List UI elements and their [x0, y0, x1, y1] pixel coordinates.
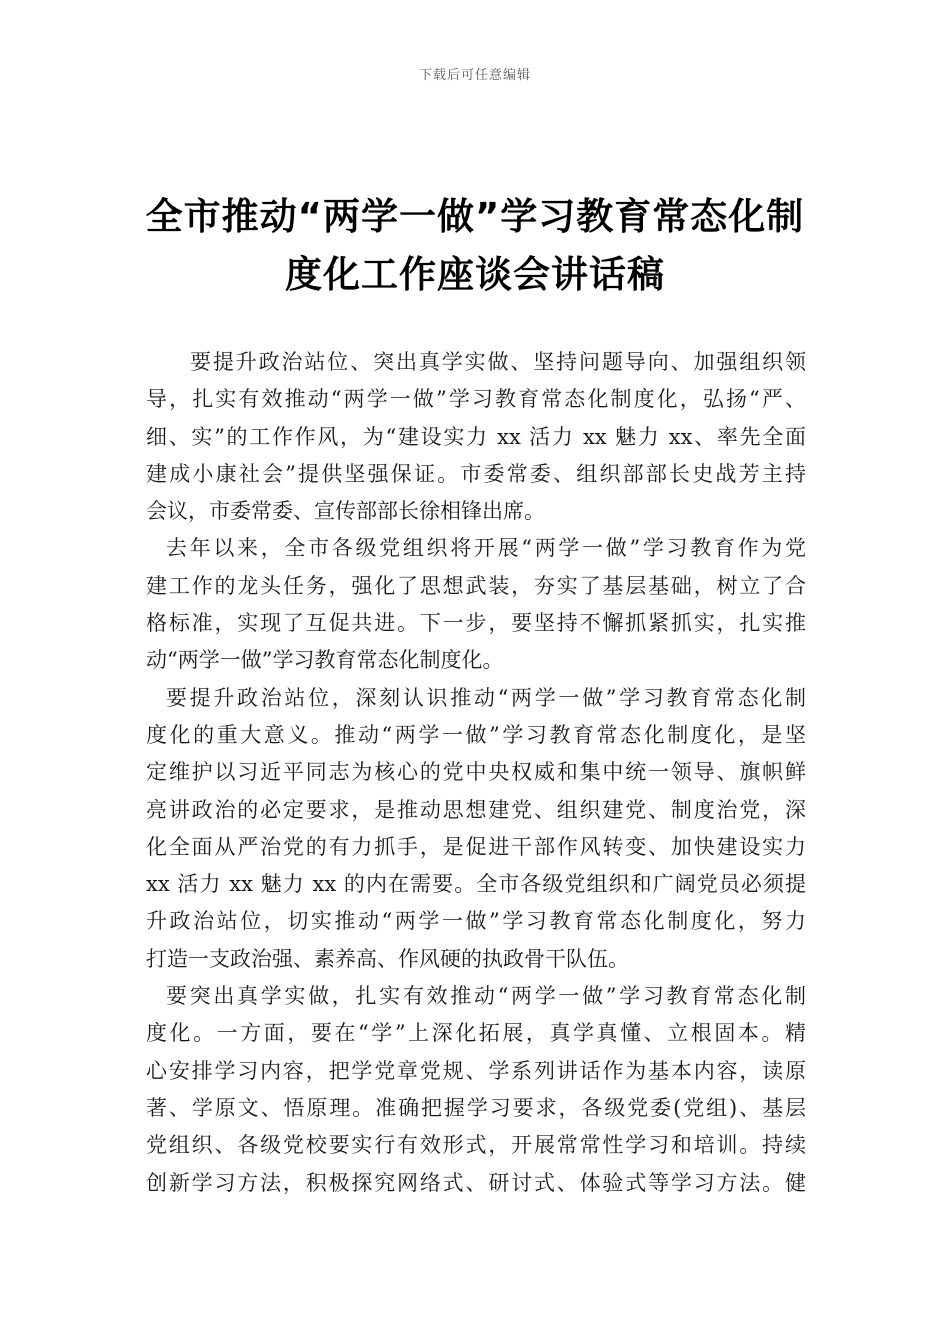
- paragraph-line: 要提升政治站位，深刻认识推动“两学一做”学习教育常态化制: [166, 685, 806, 710]
- document-body: [146, 344, 806, 1202]
- title-line: 度化工作座谈会讲话稿: [285, 253, 665, 296]
- paragraph: [146, 530, 806, 679]
- paragraph-line: 度化的重大意义。推动“两学一做”学习教育常态化制度化，是坚: [146, 722, 806, 747]
- paragraph-line: 党组织、各级党校要实行有效形式，开展常常性学习和培训。持续: [146, 1133, 806, 1158]
- paragraph-line: 建成小康社会”提供坚强保证。市委常委、组织部部长史战芳主持: [146, 461, 806, 486]
- paragraph: [146, 680, 806, 978]
- paragraph-line: 心安排学习内容，把学党章党规、学系列讲话作为基本内容，读原: [146, 1058, 806, 1083]
- paragraph-line: 动“两学一做”学习教育常态化制度化。: [146, 648, 504, 673]
- paragraph: [146, 344, 806, 530]
- paragraph-line: 化全面从严治党的有力抓手，是促进干部作风转变、加快建设实力: [146, 834, 806, 859]
- paragraph-line: 著、学原文、悟原理。准确把握学习要求，各级党委(党组)、基层: [146, 1095, 806, 1120]
- paragraph: [146, 978, 806, 1202]
- paragraph-line: 要提升政治站位、突出真学实做、坚持问题导向、加强组织领: [190, 350, 806, 374]
- paragraph-line: 建工作的龙头任务，强化了思想武装，夯实了基层基础，树立了合: [146, 573, 806, 598]
- paragraph-line: 定维护以习近平同志为核心的党中央权威和集中统一领导、旗帜鲜: [146, 760, 806, 785]
- document-title: [100, 188, 850, 304]
- title-line: 全市推动“两学一做”学习教育常态化制: [145, 195, 805, 238]
- paragraph-line: xx 活力 xx 魅力 xx 的内在需要。全市各级党组织和广阔党员必须提: [146, 872, 806, 897]
- paragraph-line: 去年以来，全市各级党组织将开展“两学一做”学习教育作为党: [166, 536, 806, 561]
- paragraph-line: 格标准，实现了互促共进。下一步，要坚持不懈抓紧抓实，扎实推: [146, 611, 806, 636]
- paragraph-line: 创新学习方法，积极探究网络式、研讨式、体验式等学习方法。健: [146, 1170, 806, 1195]
- paragraph-line: 度化。一方面，要在“学”上深化拓展，真学真懂、立根固本。精: [146, 1021, 806, 1046]
- paragraph-line: 打造一支政治强、素养高、作风硬的执政骨干队伍。: [146, 946, 629, 971]
- paragraph-line: 会议，市委常委、宣传部部长徐相锋出席。: [146, 499, 545, 524]
- header-note: 下载后可任意编辑: [418, 68, 531, 83]
- paragraph-line: 亮讲政治的必定要求，是推动思想建党、组织建党、制度治党，深: [146, 797, 806, 822]
- paragraph-line: 要突出真学实做，扎实有效推动“两学一做”学习教育常态化制: [166, 984, 806, 1009]
- paragraph-line: 升政治站位，切实推动“两学一做”学习教育常态化制度化，努力: [146, 909, 806, 934]
- paragraph-line: 细、实”的工作作风，为“建设实力 xx 活力 xx 魅力 xx、率先全面: [146, 424, 806, 449]
- paragraph-line: 导，扎实有效推动“两学一做”学习教育常态化制度化，弘扬“严、: [146, 387, 806, 412]
